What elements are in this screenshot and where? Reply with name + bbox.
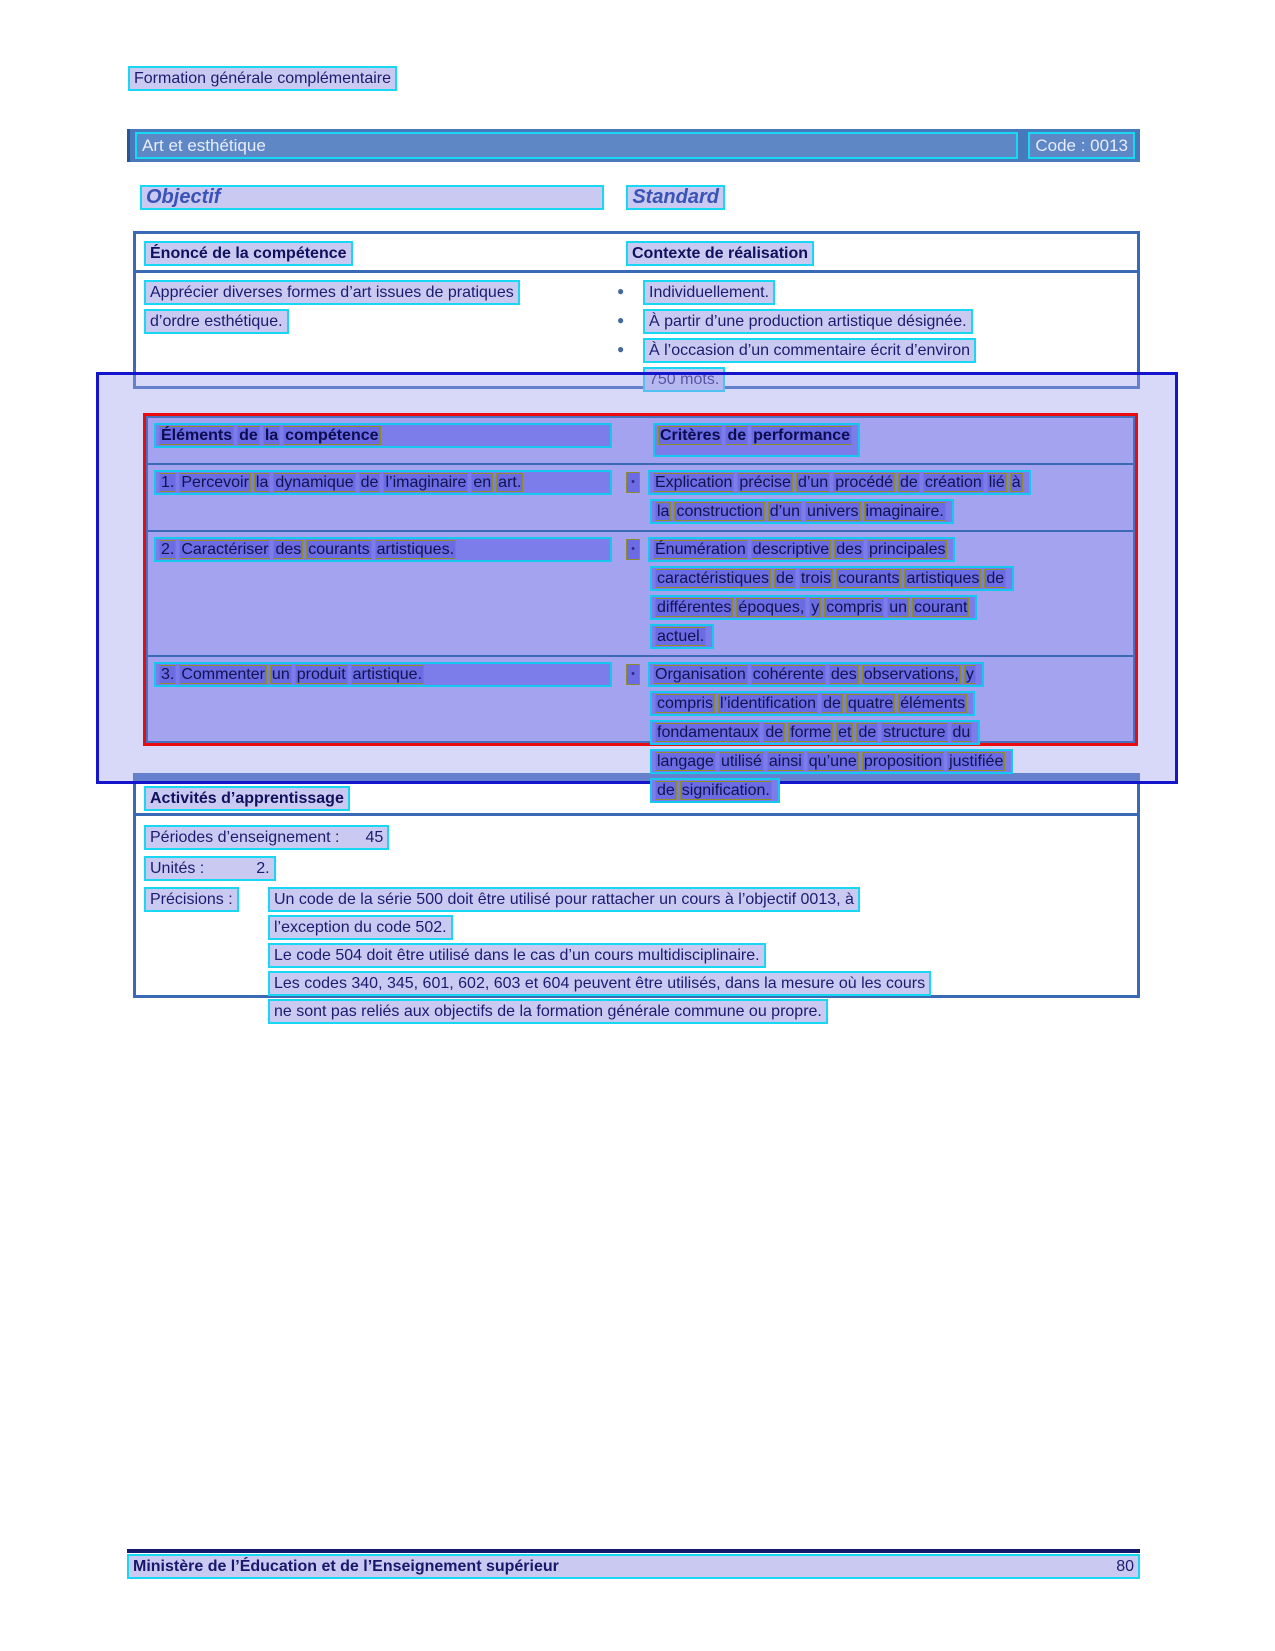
- bullet-icon: •: [626, 472, 640, 493]
- periodes-value: 45: [365, 829, 384, 846]
- bullet-icon: •: [626, 539, 640, 560]
- bullet-icon: ●: [617, 284, 625, 298]
- bullet-icon: ●: [617, 342, 625, 356]
- criteria-line: Énumération descriptive des principales: [648, 537, 955, 562]
- enonce-line: d’ordre esthétique.: [144, 309, 289, 334]
- context-bullet-row: [617, 338, 1129, 363]
- enonce-line: Apprécier diverses formes d’art issues de pratiques: [144, 280, 520, 305]
- context-bullet-row: [617, 309, 1129, 334]
- precisions-row: [144, 887, 1129, 1027]
- context-bullet-row: [617, 280, 1129, 305]
- criteria-line: la construction d’un univers imaginaire.: [650, 499, 954, 524]
- course-code: Code : 0013: [1028, 132, 1135, 159]
- section-headings: [140, 185, 725, 210]
- competence-table-header: [136, 234, 1137, 273]
- criteria-line: caractéristiques de trois courants artistiques de: [650, 566, 1014, 591]
- running-head: [128, 66, 397, 91]
- periodes-highlight: [144, 825, 389, 850]
- page-title: Art et esthétique: [135, 132, 1018, 159]
- elements-header-row: [148, 418, 1133, 465]
- unites-label: Unités :: [150, 860, 205, 877]
- precisions-line: ne sont pas reliés aux objectifs de la formation générale commune ou propre.: [268, 999, 828, 1024]
- elements-row-1: [148, 465, 1133, 532]
- elements-row-2: [148, 532, 1133, 657]
- precisions-label: Précisions :: [144, 887, 239, 912]
- unites-highlight: [144, 856, 276, 881]
- context-bullet-wrap: 750 mots.: [643, 367, 725, 392]
- precisions-line: Les codes 340, 345, 601, 602, 603 et 604 peuvent être utilisés, dans la mesure où les cours: [268, 971, 931, 996]
- precisions-line: Le code 504 doit être utilisé dans le cas d’un cours multidisciplinaire.: [268, 943, 766, 968]
- footer: [127, 1554, 1140, 1579]
- context-bullet: À partir d’une production artistique désignée.: [643, 309, 973, 334]
- heading-standard: Standard: [626, 185, 725, 210]
- competence-table: [133, 231, 1140, 389]
- activities-heading: Activités d’apprentissage: [144, 786, 350, 811]
- title-bar: [127, 129, 1140, 162]
- precisions-lines: [268, 887, 1129, 1027]
- heading-objectif: Objectif: [140, 185, 604, 210]
- elements-row-3: [148, 657, 1133, 809]
- footer-ministry: Ministère de l’Éducation et de l’Enseignement supérieur: [133, 1558, 559, 1575]
- competence-header-left: Énoncé de la compétence: [144, 241, 353, 266]
- periodes-label: Périodes d’enseignement :: [150, 829, 340, 846]
- competence-header-right: Contexte de réalisation: [626, 241, 814, 266]
- criteria-line: Organisation cohérente des observations, y: [648, 662, 984, 687]
- element-item: 2. Caractériser des courants artistiques.: [154, 537, 612, 562]
- criteria-line: fondamentaux de forme et de structure du: [650, 720, 980, 745]
- unites-value: 2.: [256, 860, 270, 877]
- criteria-line: Explication précise d’un procédé de création lié à: [648, 470, 1031, 495]
- criteria-line: langage utilisé ainsi qu’une proposition justifiée: [650, 749, 1013, 774]
- running-head-text: Formation générale complémentaire: [128, 66, 397, 91]
- precisions-line: l’exception du code 502.: [268, 915, 453, 940]
- activities-body: [136, 816, 1137, 1027]
- footer-rule: [127, 1549, 1140, 1553]
- context-bullet: À l’occasion d’un commentaire écrit d’environ: [643, 338, 976, 363]
- footer-highlight: [127, 1554, 1140, 1579]
- criteria-line: de signification.: [650, 778, 780, 803]
- unites-row: [144, 856, 1129, 881]
- periodes-row: [144, 825, 1129, 850]
- element-item: 1. Percevoir la dynamique de l’imaginaire en art.: [154, 470, 612, 495]
- footer-page-number: 80: [1116, 1558, 1134, 1575]
- criteria-line: compris l’identification de quatre éléments: [650, 691, 975, 716]
- bullet-icon: •: [626, 664, 640, 685]
- elements-header-right: Critères de performance: [653, 423, 860, 457]
- precisions-line: Un code de la série 500 doit être utilisé pour rattacher un cours à l’objectif 0013, à: [268, 887, 860, 912]
- elements-header-left: Éléments de la compétence: [154, 423, 612, 448]
- context-bullet: Individuellement.: [643, 280, 775, 305]
- criteria-line: différentes époques, y compris un courant: [650, 595, 977, 620]
- criteria-line: actuel.: [650, 624, 714, 649]
- bullet-icon: ●: [617, 313, 625, 327]
- element-item: 3. Commenter un produit artistique.: [154, 662, 612, 687]
